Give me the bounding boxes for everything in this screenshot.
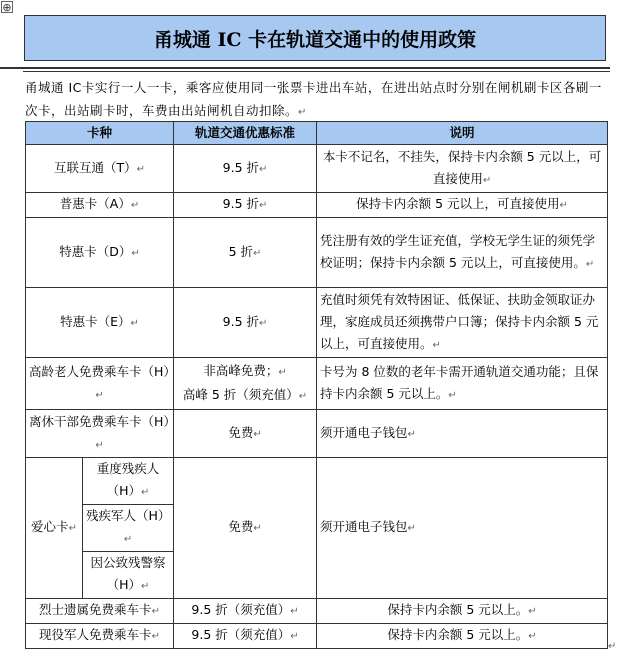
cell-note: 保持卡内余额 5 元以上。↵ (317, 624, 608, 649)
policy-table (25, 121, 608, 649)
intro-paragraph (25, 76, 605, 124)
cell-sub-type: 重度残疾人（H）↵ (83, 458, 174, 505)
cell-discount: 免费↵ (174, 458, 317, 599)
table-row (26, 358, 608, 410)
cell-card-type: 特惠卡（D）↵ (26, 218, 174, 288)
cell-card-type: 普惠卡（A）↵ (26, 193, 174, 218)
cell-note: 本卡不记名，不挂失，保持卡内余额 5 元以上，可直接使用↵ (317, 145, 608, 193)
cell-note: 保持卡内余额 5 元以上。↵ (317, 599, 608, 624)
cell-card-type: 离休干部免费乘车卡（H）↵ (26, 410, 174, 458)
cell-discount: 9.5 折↵ (174, 193, 317, 218)
cell-discount: 9.5 折↵ (174, 145, 317, 193)
cell-sub-type: 因公致残警察（H）↵ (83, 552, 174, 599)
cell-note: 须开通电子钱包↵ (317, 410, 608, 458)
table-row (26, 218, 608, 288)
horizontal-rule-thin (23, 71, 610, 72)
cell-discount: 9.5 折（须充值）↵ (174, 599, 317, 624)
cell-discount: 非高峰免费；↵ 高峰 5 折（须充值）↵ (174, 358, 317, 410)
page-title (24, 15, 606, 61)
header-card-type: 卡种 (26, 122, 174, 145)
cell-card-type: 烈士遗属免费乘车卡↵ (26, 599, 174, 624)
cell-note: 凭注册有效的学生证充值，学校无学生证的须凭学校证明；保持卡内余额 5 元以上，可直接使用。↵ (317, 218, 608, 288)
cell-discount: 9.5 折↵ (174, 288, 317, 358)
cell-card-type: 特惠卡（E）↵ (26, 288, 174, 358)
cell-discount: 免费↵ (174, 410, 317, 458)
header-discount: 轨道交通优惠标准 (174, 122, 317, 145)
paragraph-mark-icon: ↵ (298, 107, 307, 118)
table-row (26, 288, 608, 358)
intro-text: 甬城通 IC卡实行一人一卡，乘客应使用同一张票卡进出车站，在进出站点时分别在闸机刷卡区各刷一次卡，出站刷卡时，车费由出站闸机自动扣除。 (25, 80, 602, 118)
table-row (26, 193, 608, 218)
cell-card-type: 互联互通（T）↵ (26, 145, 174, 193)
table-move-handle-icon[interactable]: ⊕ (2, 1, 12, 14)
cell-note: 保持卡内余额 5 元以上，可直接使用↵ (317, 193, 608, 218)
table-row (26, 599, 608, 624)
table-header-row (26, 122, 608, 145)
table-row (26, 458, 608, 505)
cell-group-aixinka: 爱心卡↵ (26, 458, 83, 599)
title-text: 甬城通 IC 卡在轨道交通中的使用政策 (153, 28, 477, 51)
cell-note: 须开通电子钱包↵ (317, 458, 608, 599)
cell-sub-type: 残疾军人（H）↵ (83, 505, 174, 552)
table-row (26, 145, 608, 193)
cell-discount: 5 折↵ (174, 218, 317, 288)
cell-note: 充值时须凭有效特困证、低保证、扶助金领取证办理，家庭成员还须携带户口簿；保持卡内余额 5 元以上，可直接使用。↵ (317, 288, 608, 358)
cell-note: 卡号为 8 位数的老年卡需开通轨道交通功能；且保持卡内余额 5 元以上。↵ (317, 358, 608, 410)
cell-discount: 9.5 折（须充值）↵ (174, 624, 317, 649)
table-row (26, 410, 608, 458)
cell-card-type: 现役军人免费乘车卡↵ (26, 624, 174, 649)
table-row (26, 624, 608, 649)
header-note: 说明 (317, 122, 608, 145)
end-of-row-mark-icon: ↵ (608, 641, 617, 652)
cell-card-type: 高龄老人免费乘车卡（H）↵ (26, 358, 174, 410)
horizontal-rule (0, 67, 610, 69)
